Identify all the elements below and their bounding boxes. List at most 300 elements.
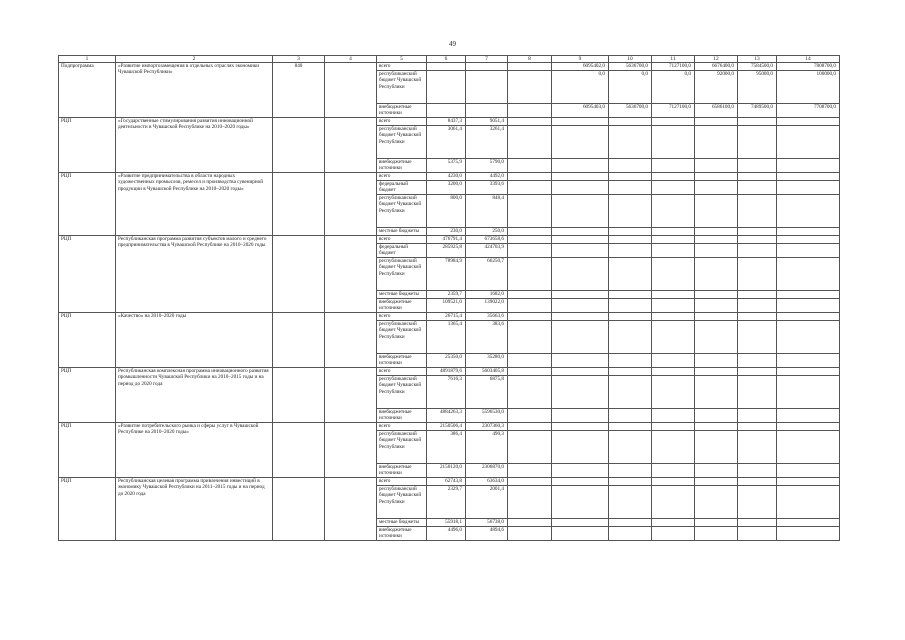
funding-value	[552, 478, 609, 486]
funding-value: 3261,4	[466, 126, 508, 159]
funding-value	[508, 431, 552, 464]
program-name: «Развитие потребительского рынка и сферы услуг в Чувашской Республике на 2010–2020 годы»	[116, 423, 273, 478]
funding-source: республиканский бюджет Чувашской Республики	[377, 258, 427, 291]
header-row	[59, 56, 840, 63]
funding-value	[552, 173, 609, 181]
program-name: «Развитие импортозамещения в отдельных отраслях экономики Чувашской Республики»	[116, 63, 273, 118]
funding-value: 7584500,0	[738, 63, 777, 71]
funding-value	[777, 258, 840, 291]
program-column-4	[325, 368, 377, 423]
funding-value	[508, 244, 552, 258]
funding-value	[609, 321, 652, 354]
funding-value	[508, 519, 552, 527]
funding-value: 800,0	[427, 195, 466, 228]
program-name: Республиканская программа развития субъектов малого и среднего предпринимательства в Чувашской Республике на 2010–2020 годы	[116, 236, 273, 313]
funding-value	[609, 299, 652, 313]
funding-value	[777, 159, 840, 173]
funding-value	[508, 423, 552, 431]
funding-value: 2329,7	[427, 486, 466, 519]
program-type: РЦП	[59, 173, 116, 236]
funding-value: 6095403,0	[552, 104, 609, 118]
funding-value	[466, 71, 508, 104]
funding-value	[695, 464, 738, 478]
funding-value	[652, 313, 695, 321]
funding-source: республиканский бюджет Чувашской Республики	[377, 195, 427, 228]
funding-value	[508, 464, 552, 478]
funding-source: местные бюджеты	[377, 291, 427, 299]
funding-value: 4884263,3	[427, 409, 466, 423]
funding-value: 0,0	[652, 71, 695, 104]
funding-value	[738, 478, 777, 486]
funding-value	[738, 464, 777, 478]
funding-value	[466, 104, 508, 118]
funding-value	[695, 519, 738, 527]
funding-value	[552, 464, 609, 478]
column-number-2: 2	[116, 56, 273, 63]
program-column-4	[325, 173, 377, 236]
funding-value	[652, 291, 695, 299]
funding-value: 4894,6	[466, 527, 508, 541]
funding-value	[552, 258, 609, 291]
program-type: РЦП	[59, 478, 116, 541]
funding-source: федеральный бюджет	[377, 244, 427, 258]
funding-value: 5596530,0	[466, 409, 508, 423]
funding-value	[652, 195, 695, 228]
funding-value	[508, 159, 552, 173]
funding-value: 386,4	[427, 431, 466, 464]
funding-value: 56738,0	[466, 519, 508, 527]
funding-value: 2001,4	[466, 486, 508, 519]
funding-value	[609, 464, 652, 478]
table-row	[59, 478, 840, 486]
funding-value	[777, 126, 840, 159]
program-name: Республиканская целевая программа привлечения инвестиций в экономику Чувашской Республики на 2011–2015 годы и на период до 2020 года	[116, 478, 273, 541]
program-code: 840	[273, 63, 325, 118]
program-code	[273, 118, 325, 173]
funding-value	[427, 63, 466, 71]
funding-value: 62743,8	[427, 478, 466, 486]
funding-value	[738, 118, 777, 126]
funding-value	[652, 258, 695, 291]
funding-value: 424703,9	[466, 244, 508, 258]
funding-value	[609, 173, 652, 181]
program-column-4	[325, 423, 377, 478]
funding-value: 490,3	[466, 431, 508, 464]
column-number-9: 9	[552, 56, 609, 63]
funding-value: 285925,8	[427, 244, 466, 258]
table-row	[59, 313, 840, 321]
funding-value	[695, 258, 738, 291]
funding-value	[508, 313, 552, 321]
funding-value	[777, 478, 840, 486]
funding-value: 6676400,0	[695, 63, 738, 71]
funding-value	[552, 291, 609, 299]
funding-value	[777, 321, 840, 354]
funding-value	[609, 236, 652, 244]
funding-value	[652, 478, 695, 486]
funding-value	[609, 486, 652, 519]
funding-value	[695, 478, 738, 486]
column-number-10: 10	[609, 56, 652, 63]
funding-value	[695, 228, 738, 236]
funding-source: всего	[377, 423, 427, 431]
funding-value	[652, 376, 695, 409]
funding-value	[508, 236, 552, 244]
column-number-1: 1	[59, 56, 116, 63]
funding-value	[695, 291, 738, 299]
page-number: 49	[449, 40, 456, 48]
funding-value	[777, 431, 840, 464]
funding-value: 109521,0	[427, 299, 466, 313]
funding-value	[777, 464, 840, 478]
funding-source: местные бюджеты	[377, 519, 427, 527]
funding-value	[777, 244, 840, 258]
funding-value	[552, 519, 609, 527]
funding-value	[738, 431, 777, 464]
program-code	[273, 423, 325, 478]
funding-value	[609, 313, 652, 321]
funding-value	[552, 376, 609, 409]
funding-source: всего	[377, 63, 427, 71]
funding-value: 383,6	[466, 321, 508, 354]
funding-value	[695, 159, 738, 173]
funding-source: всего	[377, 236, 427, 244]
funding-value	[552, 126, 609, 159]
funding-value	[609, 228, 652, 236]
funding-value	[777, 118, 840, 126]
funding-value	[695, 527, 738, 541]
funding-value	[695, 321, 738, 354]
funding-value	[609, 159, 652, 173]
funding-source: всего	[377, 368, 427, 376]
funding-value	[609, 423, 652, 431]
funding-value	[552, 486, 609, 519]
funding-value: 7808700,0	[777, 63, 840, 71]
funding-value	[738, 519, 777, 527]
funding-value	[609, 519, 652, 527]
funding-value	[552, 244, 609, 258]
program-column-4	[325, 63, 377, 118]
funding-value	[508, 118, 552, 126]
funding-value	[652, 159, 695, 173]
funding-value	[609, 118, 652, 126]
funding-value	[508, 299, 552, 313]
funding-value	[552, 118, 609, 126]
funding-value	[609, 258, 652, 291]
funding-value	[508, 104, 552, 118]
funding-value	[508, 376, 552, 409]
funding-value	[552, 181, 609, 195]
funding-value	[508, 126, 552, 159]
funding-value	[695, 126, 738, 159]
funding-source: федеральный бюджет	[377, 181, 427, 195]
column-number-13: 13	[738, 56, 777, 63]
funding-value	[652, 181, 695, 195]
funding-value	[652, 423, 695, 431]
funding-value	[508, 181, 552, 195]
funding-value	[777, 527, 840, 541]
funding-value	[652, 354, 695, 368]
funding-value	[652, 527, 695, 541]
funding-value: 673658,6	[466, 236, 508, 244]
funding-source: республиканский бюджет Чувашской Республики	[377, 126, 427, 159]
program-name: «Качество» на 2010–2020 годы	[116, 313, 273, 368]
funding-value	[552, 236, 609, 244]
funding-value: 4230,0	[427, 173, 466, 181]
funding-value: 78984,9	[427, 258, 466, 291]
funding-value	[738, 258, 777, 291]
funding-value	[777, 409, 840, 423]
column-number-5: 5	[377, 56, 427, 63]
funding-value: 7616,3	[427, 376, 466, 409]
funding-value	[738, 173, 777, 181]
program-type: РЦП	[59, 236, 116, 313]
funding-value	[508, 478, 552, 486]
funding-value: 8437,3	[427, 118, 466, 126]
funding-value	[738, 527, 777, 541]
funding-value	[777, 486, 840, 519]
funding-value: 7127100,0	[652, 63, 695, 71]
funding-value	[695, 423, 738, 431]
funding-value	[652, 519, 695, 527]
funding-value	[609, 195, 652, 228]
funding-source: республиканский бюджет Чувашской Республики	[377, 376, 427, 409]
table-row	[59, 173, 840, 181]
funding-value: 2359,7	[427, 291, 466, 299]
funding-value	[738, 244, 777, 258]
funding-value: 3061,4	[427, 126, 466, 159]
funding-value	[652, 173, 695, 181]
funding-value	[552, 313, 609, 321]
funding-value	[738, 228, 777, 236]
funding-value	[738, 126, 777, 159]
funding-value	[552, 409, 609, 423]
funding-source: внебюджетные источники	[377, 299, 427, 313]
funding-value	[552, 423, 609, 431]
funding-value: 3393,6	[466, 181, 508, 195]
funding-value	[508, 258, 552, 291]
funding-value	[508, 486, 552, 519]
funding-value	[738, 299, 777, 313]
funding-value	[695, 236, 738, 244]
funding-value	[777, 368, 840, 376]
funding-value: 2306870,0	[466, 464, 508, 478]
funding-source: внебюджетные источники	[377, 527, 427, 541]
funding-source: внебюджетные источники	[377, 159, 427, 173]
funding-value: 139022,0	[466, 299, 508, 313]
funding-source: всего	[377, 478, 427, 486]
funding-value	[652, 236, 695, 244]
funding-value	[609, 527, 652, 541]
funding-value	[508, 527, 552, 541]
funding-value	[738, 376, 777, 409]
funding-value	[552, 354, 609, 368]
funding-value	[652, 368, 695, 376]
funding-source: республиканский бюджет Чувашской Республики	[377, 321, 427, 354]
funding-source: всего	[377, 118, 427, 126]
funding-value	[552, 527, 609, 541]
program-type: Подпрограмма	[59, 63, 116, 118]
funding-value	[777, 376, 840, 409]
column-number-3: 3	[273, 56, 325, 63]
funding-source: республиканский бюджет Чувашской Республики	[377, 486, 427, 519]
funding-value: 26715,4	[427, 313, 466, 321]
funding-value	[609, 368, 652, 376]
program-column-4	[325, 478, 377, 541]
funding-value	[508, 173, 552, 181]
funding-value	[777, 228, 840, 236]
funding-value	[609, 181, 652, 195]
funding-value	[652, 431, 695, 464]
funding-value: 4492,0	[466, 173, 508, 181]
program-name: Республиканская комплексная программа инновационного развития промышленности Чувашской Республики на 2010–2015 годы и на период до 2020 года	[116, 368, 273, 423]
program-column-4	[325, 313, 377, 368]
funding-value	[508, 195, 552, 228]
funding-value	[695, 195, 738, 228]
program-column-4	[325, 118, 377, 173]
funding-value	[652, 118, 695, 126]
funding-value	[652, 126, 695, 159]
funding-value	[695, 409, 738, 423]
funding-value	[738, 354, 777, 368]
funding-value: 848,4	[466, 195, 508, 228]
funding-value	[466, 63, 508, 71]
funding-value	[695, 299, 738, 313]
funding-value	[609, 354, 652, 368]
funding-value	[695, 118, 738, 126]
funding-value	[508, 368, 552, 376]
funding-value	[652, 486, 695, 519]
funding-value	[738, 159, 777, 173]
funding-value	[609, 376, 652, 409]
funding-value	[508, 291, 552, 299]
table-row	[59, 63, 840, 71]
funding-value: 100000,0	[777, 71, 840, 104]
funding-value	[777, 181, 840, 195]
funding-value	[777, 291, 840, 299]
program-type: РЦП	[59, 423, 116, 478]
program-funding-table	[58, 55, 840, 541]
funding-value	[552, 321, 609, 354]
funding-value: 25350,0	[427, 354, 466, 368]
funding-value: 230,0	[427, 228, 466, 236]
funding-value	[738, 313, 777, 321]
funding-value	[777, 299, 840, 313]
funding-value	[652, 299, 695, 313]
funding-value	[695, 368, 738, 376]
funding-value	[552, 299, 609, 313]
funding-value	[508, 71, 552, 104]
funding-value	[609, 431, 652, 464]
program-name: «Государственные стимулирования развития инновационной деятельности в Чувашской Республике на 2010–2020 годы»	[116, 118, 273, 173]
program-code	[273, 478, 325, 541]
funding-value	[508, 409, 552, 423]
funding-value	[427, 71, 466, 104]
funding-value	[552, 431, 609, 464]
funding-value	[695, 181, 738, 195]
funding-value	[695, 244, 738, 258]
column-number-7: 7	[466, 56, 508, 63]
funding-source: внебюджетные источники	[377, 464, 427, 478]
funding-value	[738, 409, 777, 423]
funding-value: 5636700,0	[609, 104, 652, 118]
funding-value	[508, 321, 552, 354]
funding-value	[738, 321, 777, 354]
program-code	[273, 173, 325, 236]
funding-value	[695, 313, 738, 321]
funding-value: 5603405,8	[466, 368, 508, 376]
funding-value	[738, 236, 777, 244]
column-number-4: 4	[325, 56, 377, 63]
funding-value	[427, 104, 466, 118]
funding-value: 92000,0	[695, 71, 738, 104]
funding-value	[652, 244, 695, 258]
funding-value: 5636700,0	[609, 63, 652, 71]
funding-value: 35663,6	[466, 313, 508, 321]
funding-value: 0,0	[609, 71, 652, 104]
funding-value	[738, 291, 777, 299]
program-code	[273, 368, 325, 423]
funding-value: 2150120,0	[427, 464, 466, 478]
program-column-4	[325, 236, 377, 313]
funding-value: 2307360,3	[466, 423, 508, 431]
funding-value: 0,0	[552, 71, 609, 104]
funding-value	[777, 173, 840, 181]
funding-value	[552, 159, 609, 173]
funding-source: внебюджетные источники	[377, 409, 427, 423]
funding-value	[777, 519, 840, 527]
funding-value	[609, 478, 652, 486]
funding-value: 63634,0	[466, 478, 508, 486]
funding-value	[695, 354, 738, 368]
funding-source: республиканский бюджет Чувашской Республики	[377, 71, 427, 104]
funding-value	[695, 431, 738, 464]
funding-value: 55918,1	[427, 519, 466, 527]
funding-value: 7127100,0	[652, 104, 695, 118]
funding-value: 7489500,0	[738, 104, 777, 118]
funding-source: всего	[377, 313, 427, 321]
funding-value	[695, 376, 738, 409]
funding-value: 5375,9	[427, 159, 466, 173]
funding-value	[609, 244, 652, 258]
table-row	[59, 423, 840, 431]
column-number-12: 12	[695, 56, 738, 63]
funding-source: местные бюджеты	[377, 228, 427, 236]
column-number-11: 11	[652, 56, 695, 63]
funding-value: 1365,4	[427, 321, 466, 354]
funding-value	[695, 486, 738, 519]
funding-value: 35280,0	[466, 354, 508, 368]
funding-value	[777, 423, 840, 431]
funding-value: 6095402,0	[552, 63, 609, 71]
funding-value: 476791,4	[427, 236, 466, 244]
funding-value: 250,0	[466, 228, 508, 236]
funding-value	[609, 409, 652, 423]
funding-source: всего	[377, 173, 427, 181]
program-type: РЦП	[59, 118, 116, 173]
funding-source: внебюджетные источники	[377, 104, 427, 118]
funding-value	[777, 195, 840, 228]
funding-value	[738, 423, 777, 431]
funding-value	[652, 228, 695, 236]
table-row	[59, 118, 840, 126]
funding-value: 2150506,4	[427, 423, 466, 431]
funding-value: 66250,7	[466, 258, 508, 291]
program-type: РЦП	[59, 368, 116, 423]
funding-value	[777, 354, 840, 368]
funding-value	[777, 236, 840, 244]
funding-value: 6875,8	[466, 376, 508, 409]
